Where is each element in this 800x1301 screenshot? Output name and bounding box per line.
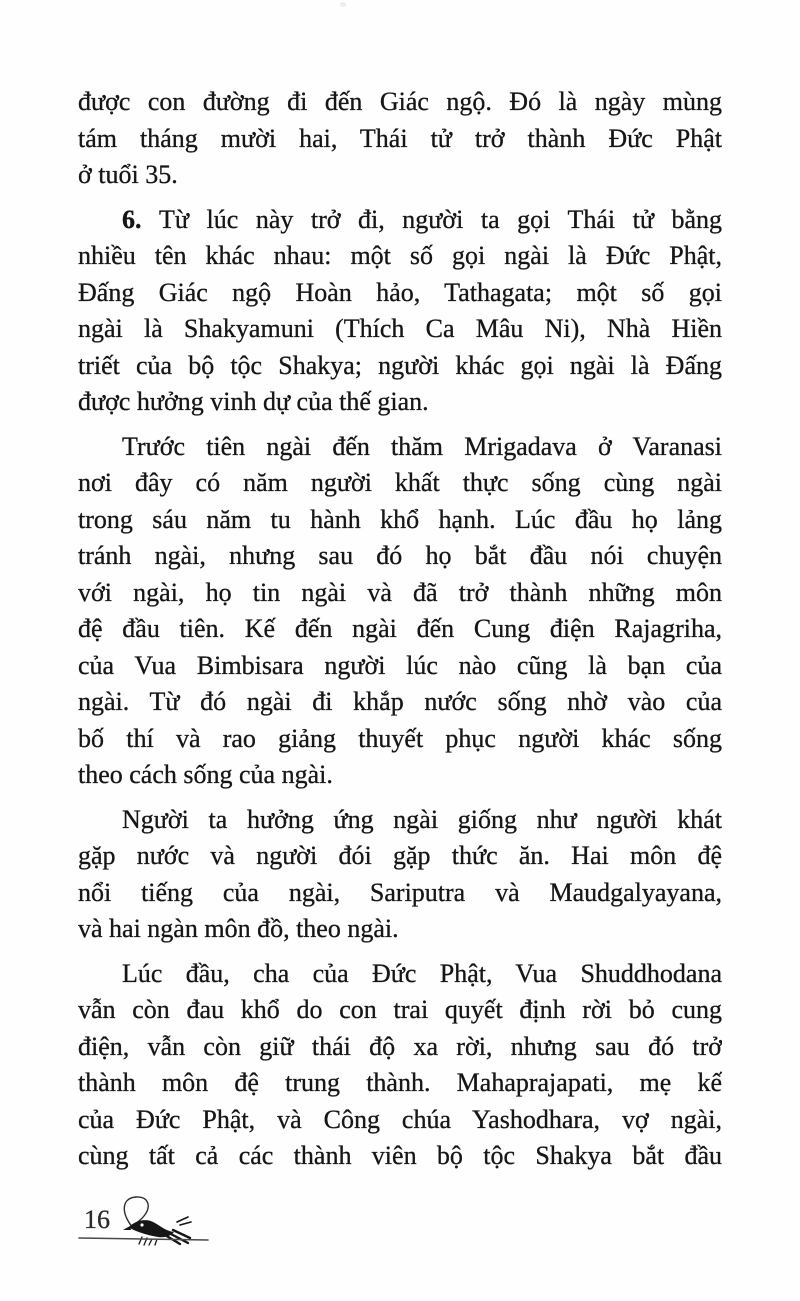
text-line: được hưởng vinh dự của thế gian.	[78, 387, 429, 416]
text-line: nhiều tên khác nhau: một số gọi ngài là Đức Phật,	[78, 241, 722, 270]
text-line: tránh ngài, nhưng sau đó họ bắt đầu nói chuyện	[78, 541, 722, 570]
page-number: 16	[84, 1205, 110, 1234]
text-line: điện, vẫn còn giữ thái độ xa rời, nhưng sau đó trở	[78, 1031, 722, 1061]
text-line: vẫn còn đau khổ do con trai quyết định rời bỏ cung	[78, 995, 722, 1024]
text-line: 6. Từ lúc này trở đi, người ta gọi Thái tử bằng	[122, 204, 722, 234]
text-line: Người ta hưởng ứng ngài giống như người khát	[122, 804, 722, 834]
flying-bird-icon	[76, 1192, 226, 1250]
text-line: gặp nước và người đói gặp thức ăn. Hai môn đệ	[78, 841, 722, 870]
text-line: ở tuổi 35.	[78, 160, 178, 189]
scan-artifact	[340, 2, 346, 7]
paragraph	[78, 802, 722, 948]
section-number: 6.	[122, 204, 160, 234]
text-line: của Đức Phật, và Công chúa Yashodhara, vợ ngài,	[78, 1104, 722, 1134]
text-line: thành môn đệ trung thành. Mahaprajapati, mẹ kế	[78, 1068, 722, 1097]
text-line: và hai ngàn môn đồ, theo ngài.	[78, 914, 399, 943]
text-line: nổi tiếng của ngài, Sariputra và Maudgalyayana,	[78, 877, 722, 907]
text-line: nơi đây có năm người khất thực sống cùng ngài	[78, 468, 722, 497]
text-line: đệ đầu tiên. Kế đến ngài đến Cung điện Rajagriha,	[78, 614, 722, 643]
page-footer	[76, 1192, 236, 1252]
text-line: ngài là Shakyamuni (Thích Ca Mâu Ni), Nhà Hiền	[78, 314, 722, 343]
paragraph	[78, 202, 722, 421]
text-line: cùng tất cả các thành viên bộ tộc Shakya bắt đầu	[78, 1141, 722, 1170]
text-line: được con đường đi đến Giác ngộ. Đó là ngày mùng	[78, 87, 722, 116]
paragraph	[78, 429, 722, 794]
text-line: Lúc đầu, cha của Đức Phật, Vua Shuddhodana	[122, 958, 722, 988]
text-line: Trước tiên ngài đến thăm Mrigadava ở Varanasi	[122, 431, 722, 461]
text-line: triết của bộ tộc Shakya; người khác gọi ngài là Đấng	[78, 350, 722, 380]
text-line: Đấng Giác ngộ Hoàn hảo, Tathagata; một số gọi	[78, 277, 722, 307]
paragraph	[78, 956, 722, 1175]
text-line: của Vua Bimbisara người lúc nào cũng là bạn của	[78, 650, 722, 680]
text-line: ngài. Từ đó ngài đi khắp nước sống nhờ vào của	[78, 687, 722, 716]
text-line: tám tháng mười hai, Thái tử trở thành Đức Phật	[78, 123, 722, 153]
text-line: bố thí và rao giảng thuyết phục người khác sống	[78, 723, 722, 753]
page-text	[78, 84, 722, 1183]
text-line: theo cách sống của ngài.	[78, 760, 333, 789]
text-line: trong sáu năm tu hành khổ hạnh. Lúc đầu họ lảng	[78, 504, 722, 534]
paragraph	[78, 84, 722, 194]
text-line: với ngài, họ tin ngài và đã trở thành những môn	[78, 577, 722, 607]
